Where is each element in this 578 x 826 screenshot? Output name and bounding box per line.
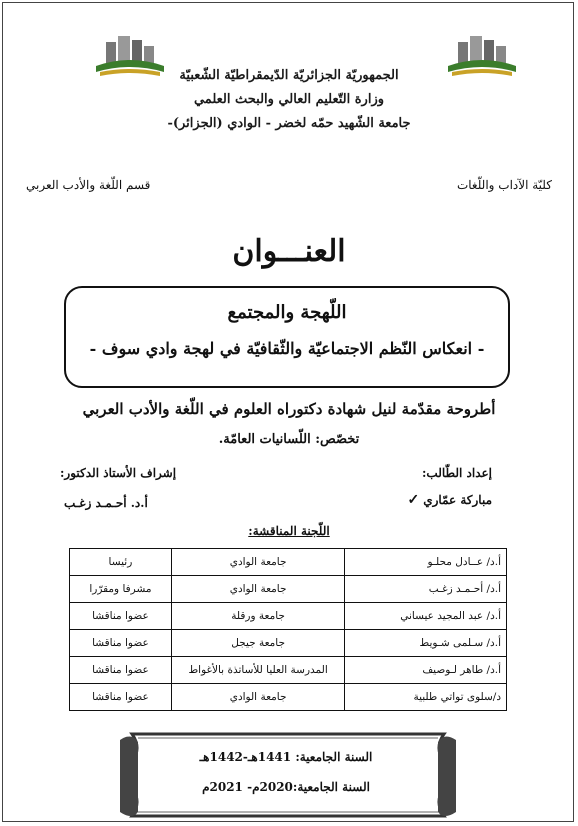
member-role: عضوا مناقشا: [70, 630, 172, 657]
member-name: أ.د/ أحـمـد زغـب: [345, 576, 507, 603]
thesis-title-box: [64, 286, 510, 388]
member-institution: جامعة ورقلة: [171, 603, 345, 630]
table-row: [70, 549, 507, 576]
member-name: د/سلوى تواتي طلبية: [345, 684, 507, 711]
member-institution: جامعة جيجل: [171, 630, 345, 657]
header-block: [0, 64, 578, 136]
prepared-by-label: إعداد الطّالب:: [421, 466, 492, 480]
table-row: [70, 657, 507, 684]
member-role: مشرفا ومقرّرا: [70, 576, 172, 603]
table-row: [70, 630, 507, 657]
academic-year-gregorian: السنة الجامعية:2020م- 2021م: [202, 780, 370, 794]
member-institution: المدرسة العليا للأساتذة بالأغواط: [171, 657, 345, 684]
member-institution: جامعة الوادي: [171, 576, 345, 603]
thesis-statement: أطروحة مقدّمة لنيل شهادة دكتوراه العلوم في اللّغة والأدب العربي: [82, 400, 496, 418]
table-row: [70, 603, 507, 630]
check-icon: ✓: [407, 492, 420, 508]
member-name: أ.د/ عــادل محلـو: [345, 549, 507, 576]
member-institution: جامعة الوادي: [171, 549, 345, 576]
table-row: [70, 684, 507, 711]
thesis-title: اللّهجة والمجتمع: [227, 302, 347, 323]
thesis-subtitle: - انعكاس النّظم الاجتماعيّة والثّقافيّة في لهجة وادي سوف -: [89, 339, 485, 358]
university-name: جامعة الشّهيد حمّه لخضر - الوادي (الجزائر)-: [167, 116, 411, 131]
republic-name: الجمهوريّة الجزائريّة الدّيمقراطيّة الشّعبيّة: [179, 68, 399, 83]
committee-title: اللّجنة المناقشة:: [248, 524, 330, 538]
member-institution: جامعة الوادي: [171, 684, 345, 711]
committee-table: [69, 548, 507, 711]
member-role: عضوا مناقشا: [70, 603, 172, 630]
specialty: تخصّص: اللّسانيات العامّة.: [218, 432, 360, 447]
faculty-name: كليّة الآداب واللّغات: [456, 178, 552, 192]
supervisor-name: أ.د. أحـمـد زغـب: [64, 496, 148, 510]
member-role: عضوا مناقشا: [70, 684, 172, 711]
department-name: قسم اللّغة والأدب العربي: [26, 178, 151, 192]
member-name: أ.د/ طاهر لـوصيف: [345, 657, 507, 684]
member-name: أ.د/ سـلمى شـويط: [345, 630, 507, 657]
student-name: مباركة عمّاري: [423, 493, 492, 507]
member-role: رئيسا: [70, 549, 172, 576]
member-role: عضوا مناقشا: [70, 657, 172, 684]
student-line: [408, 492, 493, 508]
academic-year-block: [136, 742, 436, 802]
academic-year-hijri: السنة الجامعية: 1441هـ-1442هـ: [199, 750, 373, 764]
member-name: أ.د/ عبد المجيد عيساني: [345, 603, 507, 630]
table-row: [70, 576, 507, 603]
ministry-name: وزارة التّعليم العالي والبحث العلمي: [193, 92, 385, 107]
page-title: العنـــوان: [232, 234, 346, 269]
supervision-label: إشراف الأستاذ الدكتور:: [60, 466, 177, 480]
